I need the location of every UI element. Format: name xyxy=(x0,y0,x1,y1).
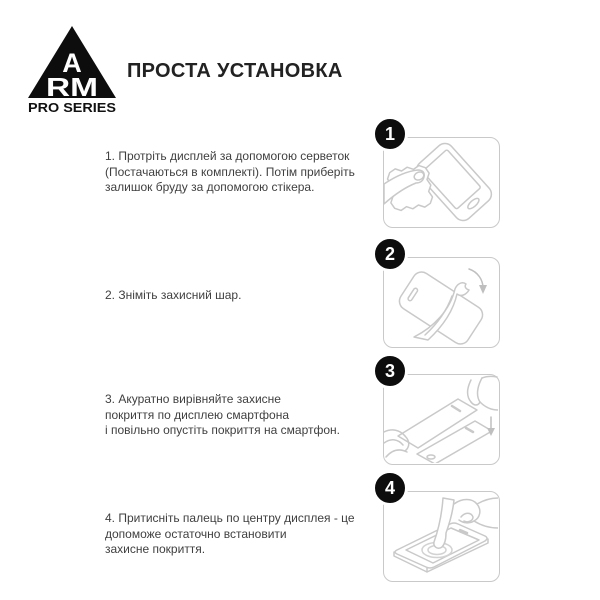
page-title: ПРОСТА УСТАНОВКА xyxy=(127,60,343,82)
step-1-number-badge: 1 xyxy=(372,116,408,152)
step-4-line-3: захисне покриття. xyxy=(105,542,206,557)
step-2-illustration-box xyxy=(383,243,500,348)
step-2-text xyxy=(105,288,395,304)
wipe-phone-icon xyxy=(384,138,498,226)
step-4-illustration-box xyxy=(383,477,500,582)
logo-series-label: PRO SERIES xyxy=(28,101,116,114)
step-1-line-1: 1. Протріть дисплей за допомогою серветок xyxy=(105,149,350,163)
step-2-line-1: 2. Зніміть захисний шар. xyxy=(105,288,242,302)
step-1-text xyxy=(105,149,395,196)
step-3-text xyxy=(105,392,395,439)
arm-logo xyxy=(27,25,117,114)
step-3-line-2: покриття по дисплею смартфона xyxy=(105,407,290,422)
step-2-number-badge: 2 xyxy=(372,236,408,272)
step-3-number-badge: 3 xyxy=(372,353,408,389)
logo-letter-a: A xyxy=(62,48,82,78)
step-1-line-2: (Постачаються в комплекті). Потім приберіть xyxy=(105,164,355,179)
step-4-line-1: 4. Притисніть палець по центру дисплея - це xyxy=(105,511,355,525)
step-4-line-2: допоможе остаточно встановити xyxy=(105,526,287,541)
align-protector-icon xyxy=(384,375,498,463)
step-1-line-3: залишок бруду за допомогою стікера. xyxy=(105,180,315,195)
step-3-illustration-box xyxy=(383,360,500,465)
logo-letters-rm: RM xyxy=(46,72,98,102)
step-3-line-1: 3. Акуратно вирівняйте захисне xyxy=(105,392,281,406)
press-center-icon xyxy=(384,492,498,580)
step-4-text xyxy=(105,511,395,558)
step-4-number-badge: 4 xyxy=(372,470,408,506)
peel-layer-icon xyxy=(384,258,498,346)
step-3-line-3: і повільно опустіть покриття на смартфон. xyxy=(105,423,340,438)
step-1-illustration-box xyxy=(383,123,500,228)
